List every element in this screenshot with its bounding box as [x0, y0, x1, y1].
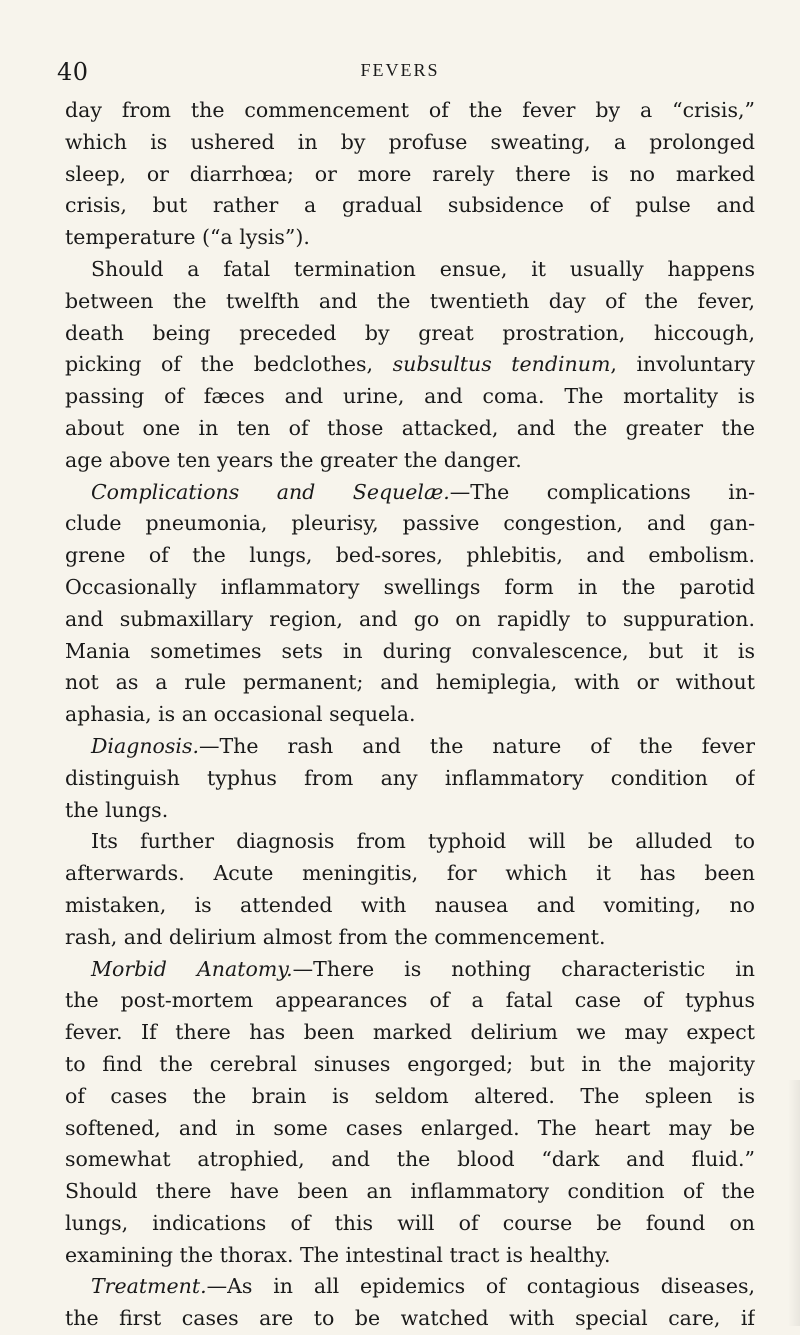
text-line	[65, 445, 755, 477]
italic-run: Treatment.	[91, 1274, 207, 1299]
text-line	[65, 922, 755, 954]
text-run: age above ten years the greater the danger.	[65, 447, 522, 472]
text-run: fever. If there has been marked delirium we may expect	[65, 1020, 755, 1045]
text-run: of cases the brain is seldom altered. The spleen is	[65, 1083, 755, 1108]
text-run: crisis, but rather a gradual subsidence of pulse and	[65, 193, 755, 218]
text-run: —There is nothing characteristic in	[292, 956, 755, 981]
text-run: distinguish typhus from any inflammatory condition of	[65, 765, 755, 790]
text-line	[65, 349, 755, 381]
text-line	[65, 763, 755, 795]
italic-run: subsultus tendinum	[392, 352, 611, 377]
text-run: —As in all epidemics of contagious diseases,	[206, 1274, 755, 1299]
text-run: which is ushered in by profuse sweating, a prolonged	[65, 129, 755, 154]
text-run: afterwards. Acute meningitis, for which it has been	[65, 861, 755, 886]
text-run: grene of the lungs, bed-sores, phlebitis, and embolism.	[65, 543, 755, 568]
text-line	[65, 413, 755, 445]
text-run: Should there have been an inflammatory condition of the	[65, 1179, 755, 1204]
text-line	[65, 127, 755, 159]
text-run: Mania sometimes sets in during convalescence, but it is	[65, 638, 755, 663]
text-run: somewhat atrophied, and the blood “dark and fluid.”	[65, 1147, 755, 1172]
text-line	[65, 890, 755, 922]
text-line	[65, 1271, 755, 1303]
text-run: Occasionally inflammatory swellings form in the parotid	[65, 574, 755, 599]
text-line	[65, 254, 755, 286]
text-line	[65, 985, 755, 1017]
italic-run: Morbid Anatomy.	[91, 956, 293, 981]
text-line	[65, 1240, 755, 1272]
text-line	[65, 636, 755, 668]
text-run: mistaken, is attended with nausea and vomiting, no	[65, 892, 755, 917]
text-line	[65, 604, 755, 636]
text-run: —The rash and the nature of the fever	[199, 733, 755, 758]
text-run: and submaxillary region, and go on rapidly to suppuration.	[65, 606, 755, 631]
text-line	[65, 826, 755, 858]
text-run: death being preceded by great prostration, hiccough,	[65, 320, 755, 345]
text-line	[65, 572, 755, 604]
text-line	[65, 731, 755, 763]
text-line	[65, 667, 755, 699]
text-run: passing of fæces and urine, and coma. The mortality is	[65, 384, 755, 409]
text-line	[65, 954, 755, 986]
text-line	[65, 159, 755, 191]
text-line	[65, 318, 755, 350]
running-head	[0, 58, 800, 88]
text-run: between the twelfth and the twentieth day of the fever,	[65, 288, 755, 313]
text-run: sleep, or diarrhœa; or more rarely there is no marked	[65, 161, 755, 186]
text-run: aphasia, is an occasional sequela.	[65, 702, 416, 727]
page-number: 40	[57, 58, 89, 86]
text-run: lungs, indications of this will of course be found on	[65, 1210, 755, 1235]
text-run: temperature (“a lysis”).	[65, 225, 310, 250]
text-run: day from the commencement of the fever by a “crisis,”	[65, 98, 755, 122]
text-run: examining the thorax. The intestinal tract is healthy.	[65, 1242, 611, 1267]
text-run: Should a fatal termination ensue, it usually happens	[91, 256, 755, 281]
text-run: , involuntary	[610, 352, 755, 377]
text-line	[65, 1113, 755, 1145]
text-line	[65, 95, 755, 127]
italic-run: Diagnosis.	[91, 733, 199, 758]
text-line	[65, 1208, 755, 1240]
page-edge-shadow	[788, 1080, 800, 1326]
text-run: about one in ten of those attacked, and the greater the	[65, 415, 755, 440]
text-run: picking of the bedclothes,	[65, 352, 393, 377]
text-run: Its further diagnosis from typhoid will be alluded to	[91, 829, 755, 854]
text-run: rash, and delirium almost from the commencement.	[65, 924, 606, 949]
text-line	[65, 190, 755, 222]
text-line	[65, 1017, 755, 1049]
text-run: clude pneumonia, pleurisy, passive congestion, and gan-	[65, 511, 755, 536]
body-text	[65, 95, 755, 1335]
text-line	[65, 286, 755, 318]
text-line	[65, 858, 755, 890]
running-title: FEVERS	[360, 60, 440, 80]
text-line	[65, 508, 755, 540]
text-run: not as a rule permanent; and hemiplegia, with or without	[65, 670, 755, 695]
text-line	[65, 1303, 755, 1335]
text-line	[65, 1176, 755, 1208]
text-run: the post-mortem appearances of a fatal case of typhus	[65, 988, 755, 1013]
text-line	[65, 1144, 755, 1176]
text-run: softened, and in some cases enlarged. The heart may be	[65, 1115, 755, 1140]
text-line	[65, 1081, 755, 1113]
text-line	[65, 1049, 755, 1081]
text-run: the first cases are to be watched with special care, if	[65, 1306, 755, 1331]
text-run: —The complications in-	[449, 479, 755, 504]
text-run: to find the cerebral sinuses engorged; but in the majority	[65, 1051, 755, 1076]
text-line	[65, 222, 755, 254]
text-run: the lungs.	[65, 797, 169, 822]
text-line	[65, 795, 755, 827]
text-line	[65, 699, 755, 731]
text-line	[65, 540, 755, 572]
italic-run: Complications and Sequelæ.	[91, 479, 450, 504]
text-line	[65, 477, 755, 509]
text-line	[65, 381, 755, 413]
